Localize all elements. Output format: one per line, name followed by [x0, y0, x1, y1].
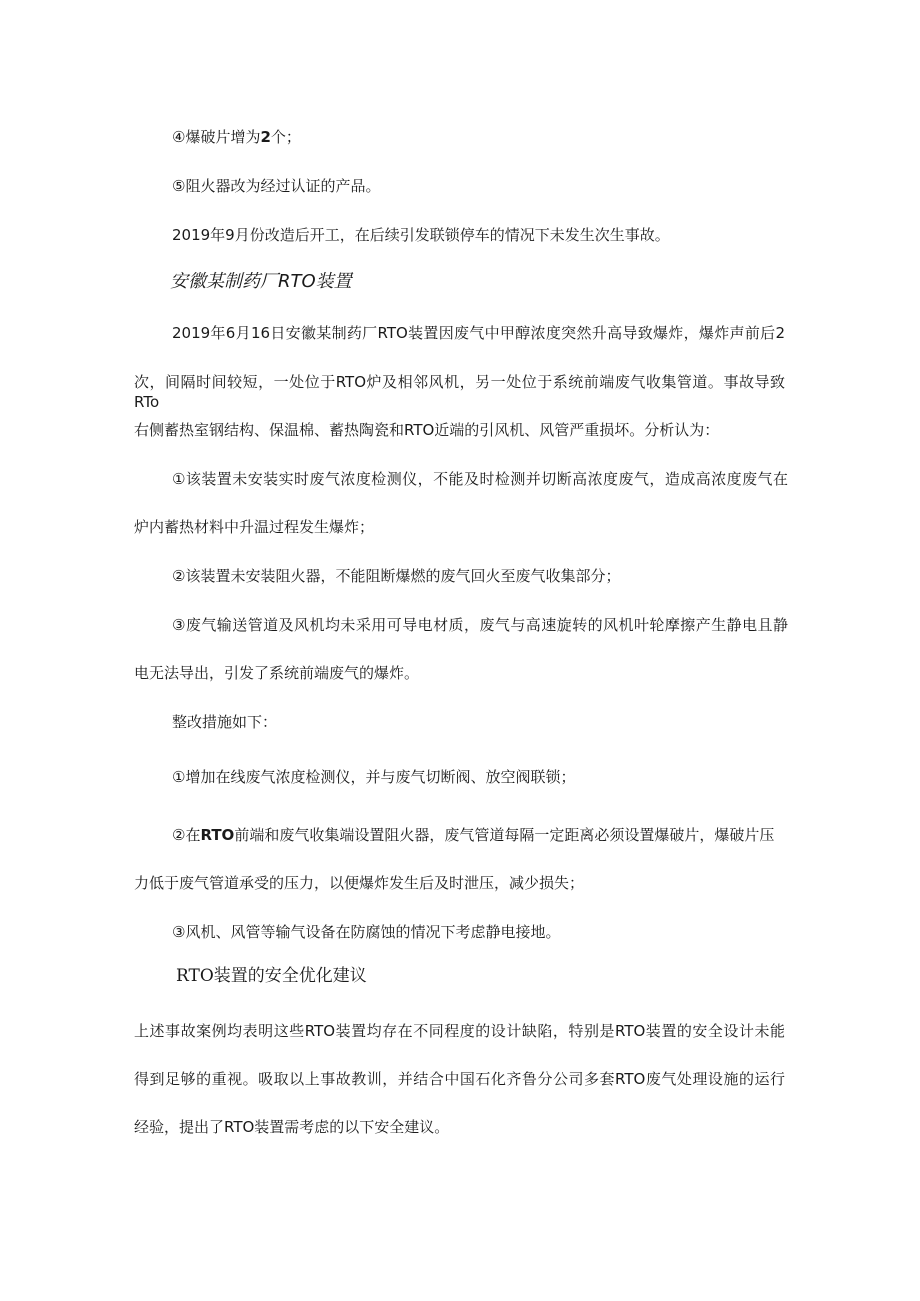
outcome-paragraph: 2019年9月份改造后开工，在后续引发联锁停车的情况下未发生次生事故。 — [172, 226, 670, 244]
measures-heading: 整改措施如下： — [172, 713, 278, 731]
measure-2-text: 前端和废气收集端设置阻火器，废气管道每隔一定距离必须设置爆破片，爆破片压 — [234, 826, 775, 844]
measure-2-prefix: ②在 — [172, 826, 201, 844]
analysis-item-3-line-2: 电无法导出，引发了系统前端废气的爆炸。 — [134, 664, 420, 682]
case-intro-line-1: 2019年6月16日安徽某制药厂RTO装置因废气中甲醇浓度突然升高导致爆炸，爆炸声前后2 — [172, 324, 785, 342]
section-line-3: 经验，提出了RTO装置需考虑的以下安全建议。 — [134, 1118, 450, 1136]
measure-3: ③风机、风管等输气设备在防腐蚀的情况下考虑静电接地。 — [172, 923, 561, 941]
section-line-2: 得到足够的重视。吸取以上事故教训，并结合中国石化齐鲁分公司多套RTO废气处理设施的运行 — [134, 1070, 785, 1088]
case-intro-line-3: 右侧蓄热室钢结构、保温棉、蓄热陶瓷和RTO近端的引风机、风管严重损坏。分析认为： — [134, 421, 720, 439]
section-heading: RTO装置的安全优化建议 — [176, 966, 367, 986]
measure-item-4-suffix: 个； — [270, 128, 301, 146]
analysis-item-1-line-2: 炉内蓄热材料中升温过程发生爆炸； — [134, 518, 375, 536]
measure-2-line-2: 力低于废气管道承受的压力，以便爆炸发生后及时泄压，减少损失； — [134, 874, 585, 892]
measure-2-line-1 — [172, 825, 790, 845]
measure-item-4 — [172, 127, 301, 147]
measure-2-rto: RTO — [200, 826, 235, 844]
measure-1: ①增加在线废气浓度检测仪，并与废气切断阀、放空阀联锁； — [172, 768, 576, 786]
case-intro-line-2: 次，间隔时间较短，一处位于RTO炉及相邻风机，另一处位于系统前端废气收集管道。事故导致RTo — [134, 373, 785, 411]
case-heading: 安徽某制药厂RTO装置 — [170, 271, 352, 292]
section-line-1: 上述事故案例均表明这些RTO装置均存在不同程度的设计缺陷，特别是RTO装置的安全设计未能 — [134, 1022, 785, 1040]
analysis-item-3-line-1: ③废气输送管道及风机均未采用可导电材质，废气与高速旋转的风机叶轮摩擦产生静电且静 — [172, 616, 788, 634]
measure-item-4-count: 2 — [260, 128, 271, 146]
measure-item-4-text: ④爆破片增为 — [172, 128, 261, 146]
analysis-item-1-line-1: ①该装置未安装实时废气浓度检测仪，不能及时检测并切断高浓度废气，造成高浓度废气在 — [172, 470, 788, 488]
measure-item-5: ⑤阻火器改为经过认证的产品。 — [172, 177, 381, 195]
analysis-item-2: ②该装置未安装阻火器，不能阻断爆燃的废气回火至废气收集部分； — [172, 567, 621, 585]
